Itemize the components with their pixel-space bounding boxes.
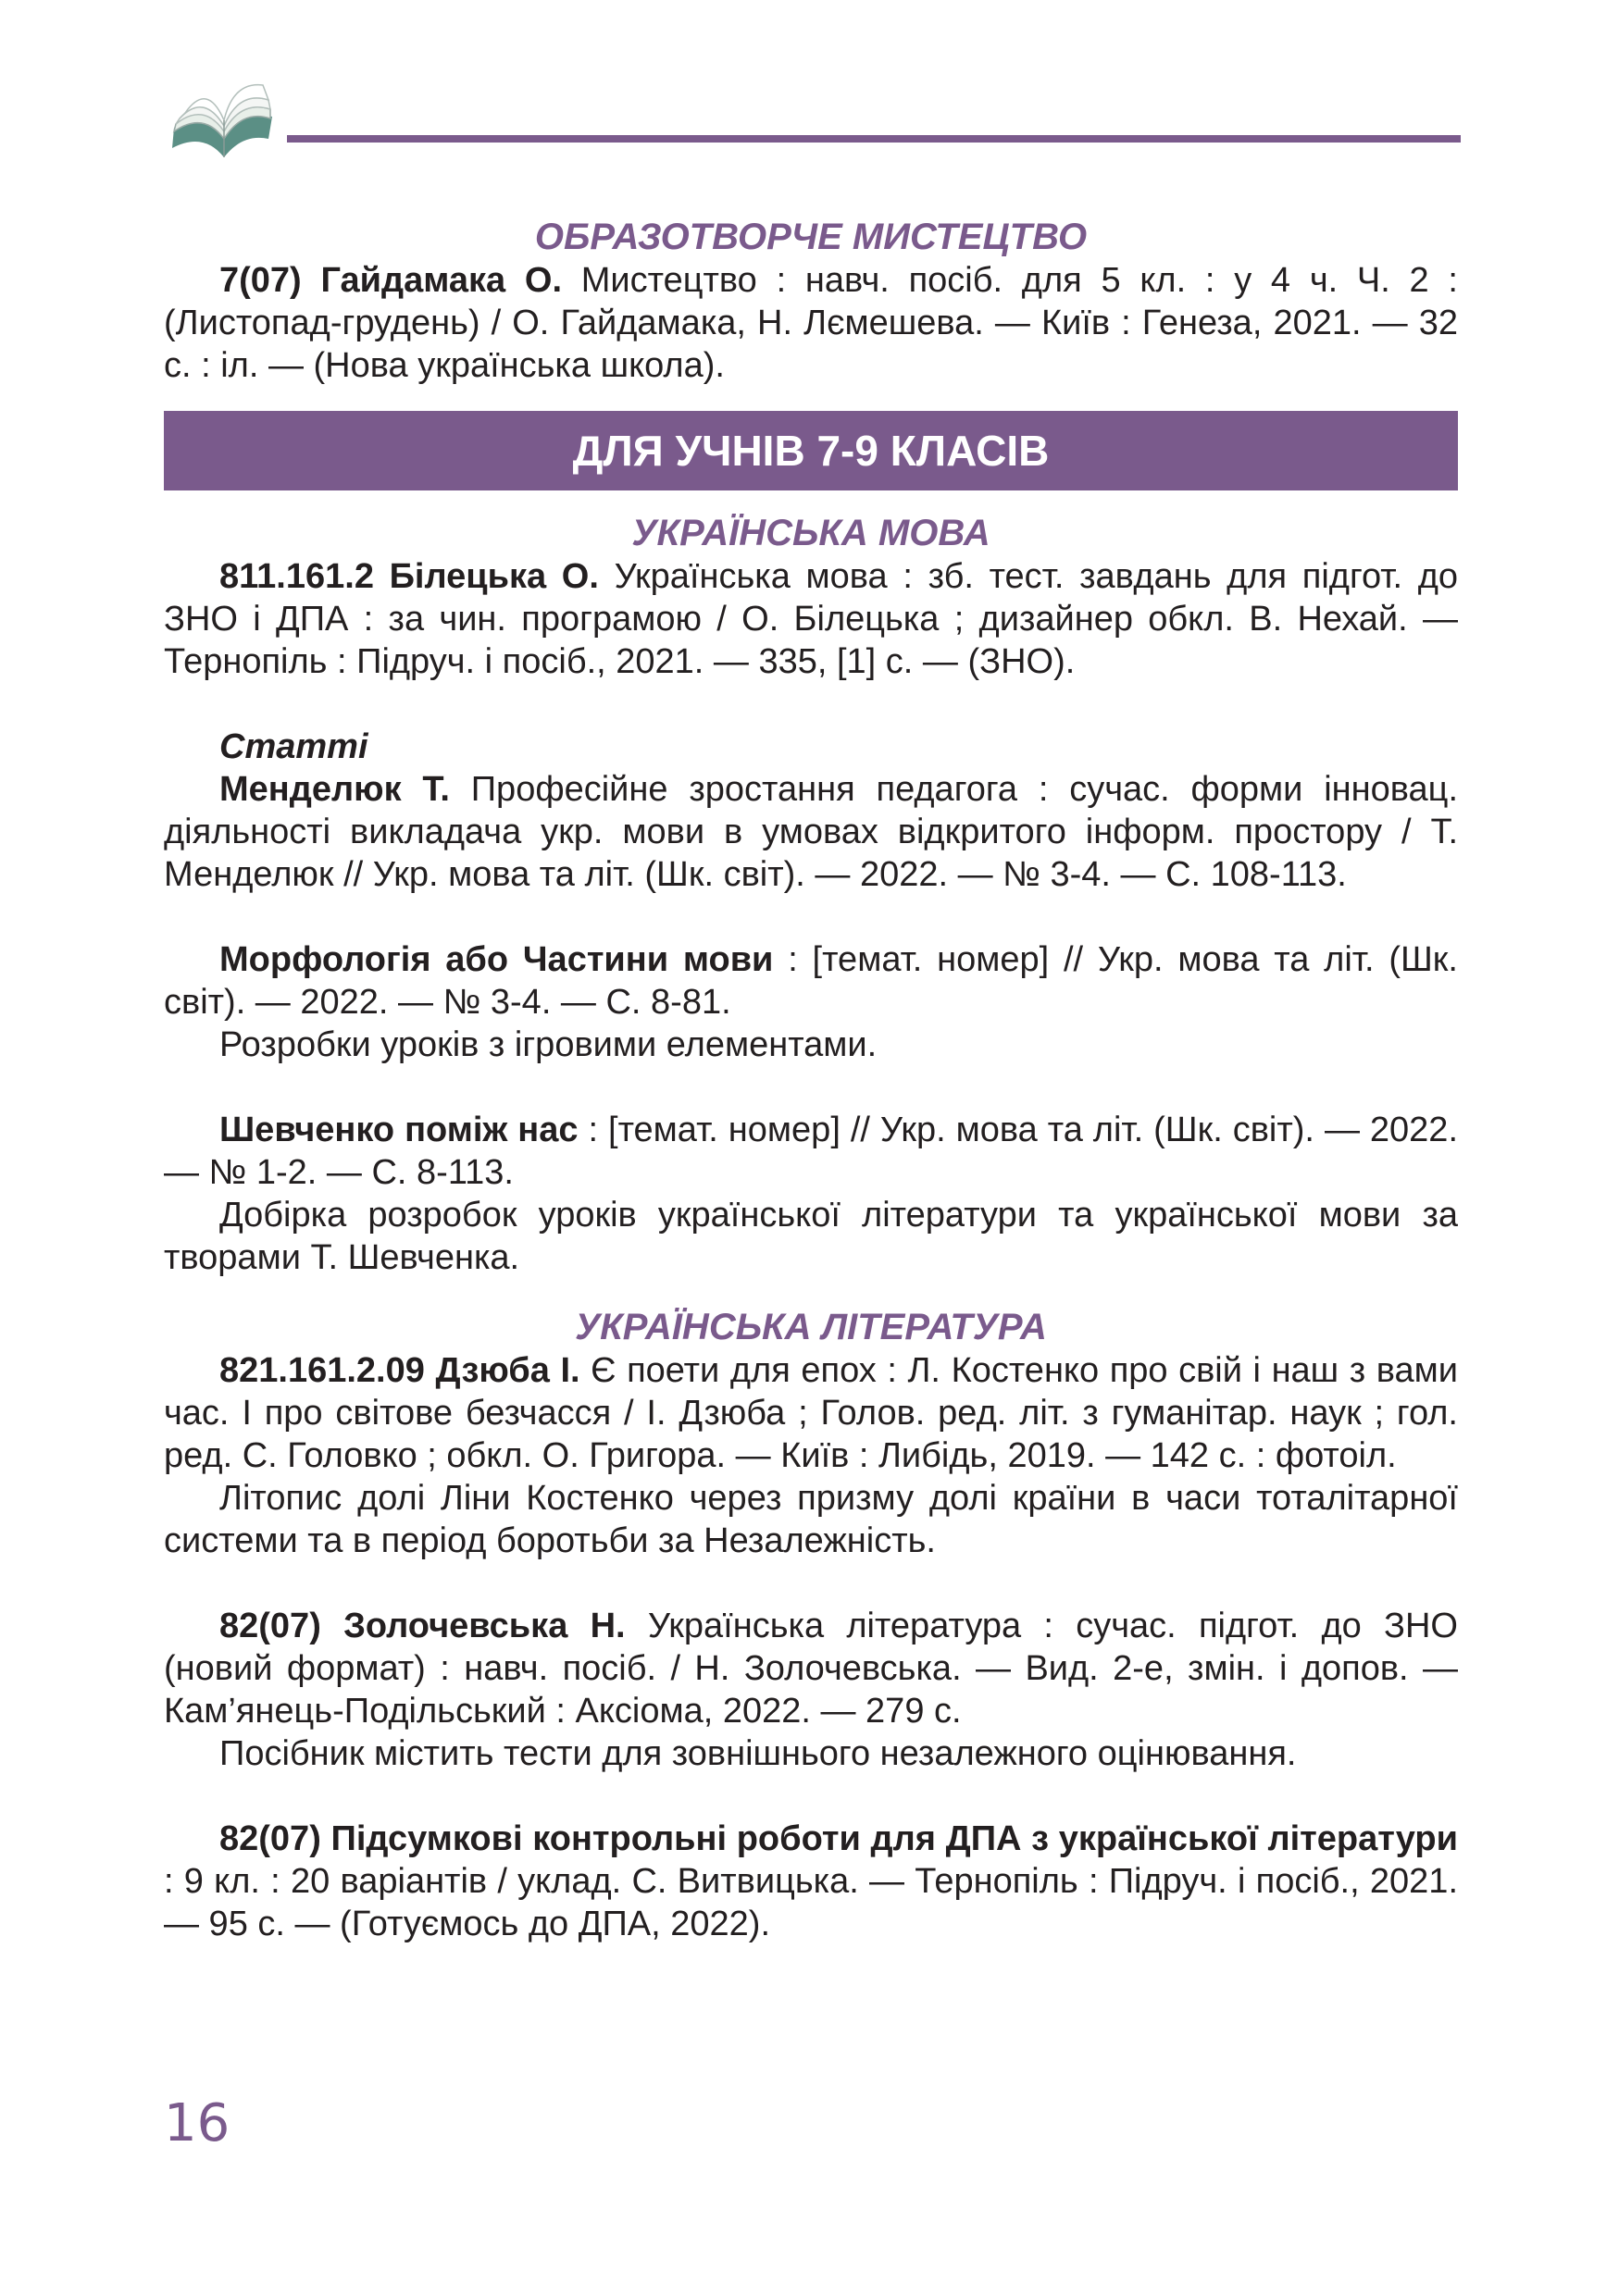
- entry-text: Українська мова : зб. тест. завдань для підгот. до ЗНО і ДПА : за чин. програмою / О. Білецька ; дизайнер обкл. В. Нехай. — Тернопіль : Підруч. і посіб., 2021. — 335, [1] с. — (ЗНО).: [164, 557, 1459, 681]
- page-content: [164, 215, 1458, 1945]
- bib-entry-lit-1: [164, 1349, 1458, 1477]
- entry-author: 811.161.2 Білецька О.: [219, 557, 599, 596]
- entry-author: 7(07) Гайдамака О.: [219, 261, 563, 300]
- article-entry-2: [164, 938, 1458, 1024]
- entry-text: Мистецтво : навч. посіб. для 5 кл. : у 4 ч. Ч. 2 : (Листопад-грудень) / О. Гайдамака, Н. Лємешева. — Київ : Генеза, 2021. — 32 с. : іл. — (Нова українська школа).: [164, 261, 1458, 385]
- article-entry-3: [164, 1109, 1458, 1194]
- bib-entry-lang: [164, 555, 1458, 683]
- entry-text: : 9 кл. : 20 варіантів / уклад. С. Витвицька. — Тернопіль : Підруч. і посіб., 2021. — 95 с. — (Готуємось до ДПА, 2022).: [164, 1862, 1458, 1943]
- annotation: Посібник містить тести для зовнішнього незалежного оцінювання.: [219, 1734, 1297, 1773]
- articles-label: Статті: [219, 727, 368, 766]
- entry-author: Морфологія або Частини мови: [219, 940, 774, 979]
- annotation: Літопис долі Ліни Костенко через призму долі країни в часи тоталітарної системи та в період боротьби за Незалежність.: [164, 1479, 1458, 1560]
- entry-author: 82(07) Підсумкові контрольні роботи для ДПА з української літератури: [219, 1819, 1458, 1858]
- article-entry-1: [164, 768, 1458, 896]
- annotation: Розробки уроків з ігровими елементами.: [219, 1025, 878, 1064]
- grade-band: ДЛЯ УЧНІВ 7-9 КЛАСІВ: [164, 411, 1458, 490]
- section-title-art: ОБРАЗОТВОРЧЕ МИСТЕЦТВО: [534, 217, 1088, 257]
- entry-author: Менделюк Т.: [219, 770, 450, 809]
- entry-text: : [темат. номер] // Укр. мова та літ. (Шк. світ). — 2022. — № 1-2. — С. 8-113.: [164, 1111, 1458, 1192]
- open-book-icon: [167, 72, 278, 165]
- entry-text: Є поети для епох : Л. Костенко про свій і наш з вами час. І про світове безчасся / І. Дзюба ; Голов. ред. літ. з гуманітар. наук ; гол. ред. С. Головко ; обкл. О. Григора. — Київ : Либідь, 2019. — 142 с. : фотоіл.: [164, 1351, 1458, 1475]
- bib-entry-lit-3: [164, 1818, 1458, 1945]
- entry-text: Українська література : сучас. підгот. до ЗНО (новий формат) : навч. посіб. / Н. Золочевська. — Вид. 2-е, змін. і допов. — Кам’янець-Подільський : Аксіома, 2022. — 279 с.: [164, 1607, 1458, 1731]
- annotation: Добірка розробок уроків української літератури та української мови за творами Т. Шевченка.: [164, 1196, 1458, 1277]
- entry-author: 82(07) Золочевська Н.: [219, 1607, 626, 1645]
- bib-entry-lit-2: [164, 1605, 1458, 1732]
- section-title-lang: УКРАЇНСЬКА МОВА: [631, 513, 990, 553]
- entry-text: Професійне зростання педагога : сучас. форми інновац. діяльності викладача укр. мови в умовах відкритого інформ. простору / Т. Менделюк // Укр. мова та літ. (Шк. світ). — 2022. — № 3-4. — С. 108-113.: [164, 770, 1458, 894]
- entry-author: 821.161.2.09 Дзюба І.: [219, 1351, 580, 1390]
- section-title-lit: УКРАЇНСЬКА ЛІТЕРАТУРА: [575, 1307, 1047, 1347]
- page-number: 16: [164, 2093, 230, 2153]
- entry-text: : [темат. номер] // Укр. мова та літ. (Шк. світ). — 2022. — № 3-4. — С. 8-81.: [164, 940, 1458, 1022]
- bib-entry-art: [164, 259, 1458, 387]
- header-rule: [287, 135, 1461, 143]
- entry-author: Шевченко поміж нас: [219, 1111, 579, 1149]
